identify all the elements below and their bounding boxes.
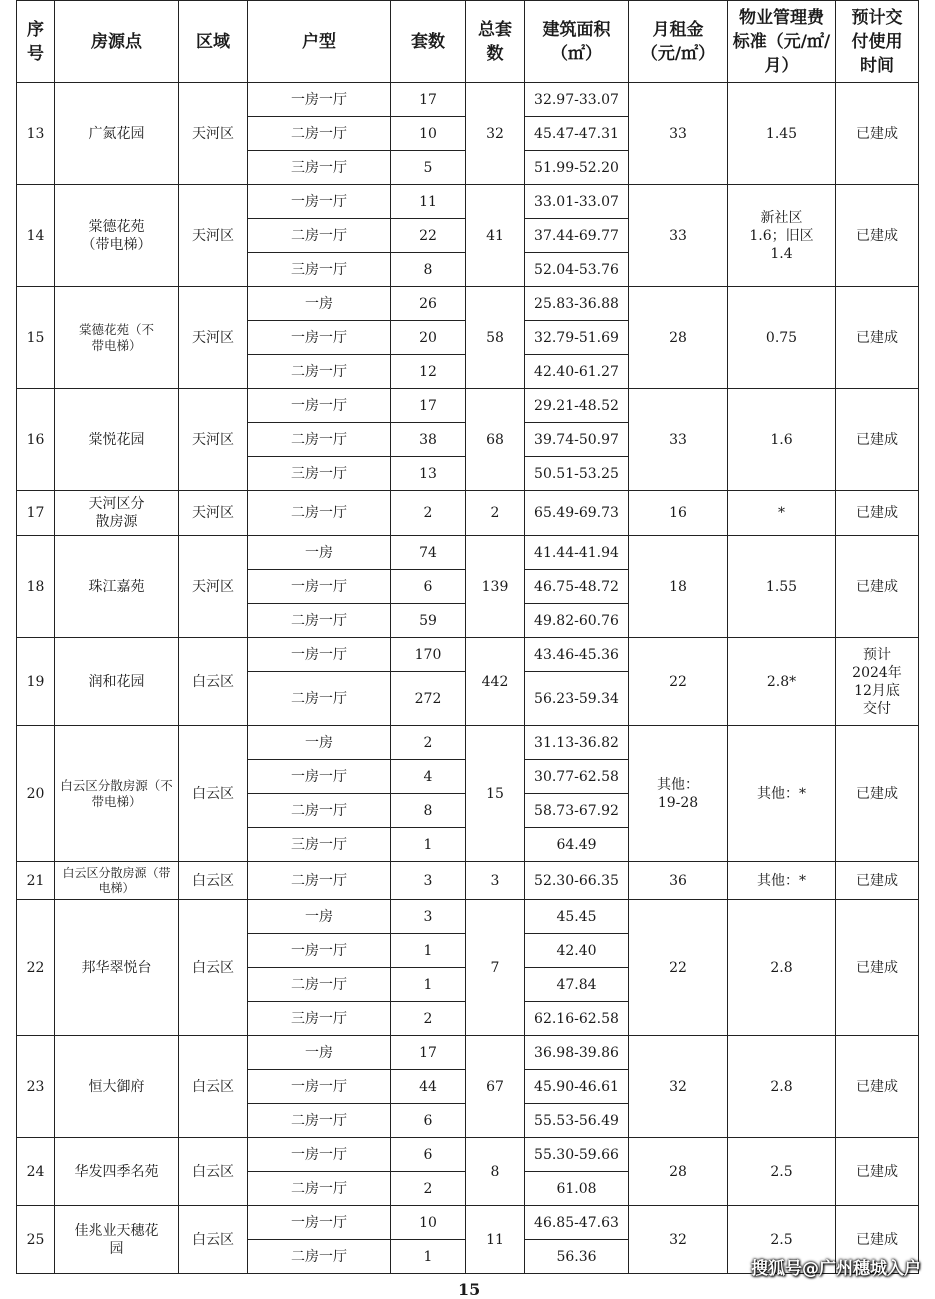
table-row [17, 389, 919, 423]
cell-delivery: 已建成 [836, 1138, 919, 1206]
page-number: 15 [458, 1280, 481, 1299]
header-seq: 序号 [17, 1, 55, 83]
header-delivery: 预计交付使用时间 [836, 1, 919, 83]
cell-fee: 其他：* [728, 862, 836, 900]
cell-seq: 17 [17, 491, 55, 536]
cell-total: 139 [466, 536, 525, 638]
cell-name: 广氮花园 [55, 83, 179, 185]
header-type: 户型 [248, 1, 391, 83]
cell-type: 二房一厅 [248, 355, 391, 389]
cell-type: 二房一厅 [248, 968, 391, 1002]
cell-name: 棠德花苑（带电梯） [55, 185, 179, 287]
cell-count: 17 [391, 83, 466, 117]
table-row [17, 536, 919, 570]
cell-count: 17 [391, 1036, 466, 1070]
cell-area: 56.23-59.34 [525, 672, 629, 726]
cell-area: 32.97-33.07 [525, 83, 629, 117]
cell-fee: 2.5 [728, 1206, 836, 1274]
cell-area: 55.53-56.49 [525, 1104, 629, 1138]
cell-district: 白云区 [179, 1206, 248, 1274]
cell-rent: 28 [629, 1138, 728, 1206]
cell-delivery: 已建成 [836, 185, 919, 287]
table-row [17, 862, 919, 900]
cell-seq: 18 [17, 536, 55, 638]
cell-area: 62.16-62.58 [525, 1002, 629, 1036]
cell-name: 华发四季名苑 [55, 1138, 179, 1206]
header-total: 总套数 [466, 1, 525, 83]
cell-district: 天河区 [179, 491, 248, 536]
cell-count: 59 [391, 604, 466, 638]
cell-area: 31.13-36.82 [525, 726, 629, 760]
table-row [17, 491, 919, 536]
cell-area: 36.98-39.86 [525, 1036, 629, 1070]
cell-type: 一房 [248, 536, 391, 570]
cell-area: 49.82-60.76 [525, 604, 629, 638]
cell-area: 42.40-61.27 [525, 355, 629, 389]
cell-total: 442 [466, 638, 525, 726]
cell-rent: 36 [629, 862, 728, 900]
cell-type: 二房一厅 [248, 423, 391, 457]
cell-count: 272 [391, 672, 466, 726]
cell-seq: 22 [17, 900, 55, 1036]
cell-district: 白云区 [179, 862, 248, 900]
cell-total: 7 [466, 900, 525, 1036]
table-row [17, 1206, 919, 1240]
cell-type: 二房一厅 [248, 1240, 391, 1274]
cell-type: 一房一厅 [248, 760, 391, 794]
cell-count: 4 [391, 760, 466, 794]
cell-district: 天河区 [179, 287, 248, 389]
table-row [17, 1036, 919, 1070]
cell-type: 一房一厅 [248, 570, 391, 604]
table-row [17, 726, 919, 760]
cell-delivery: 已建成 [836, 900, 919, 1036]
cell-district: 白云区 [179, 1138, 248, 1206]
cell-fee: 2.8* [728, 638, 836, 726]
cell-area: 30.77-62.58 [525, 760, 629, 794]
cell-district: 白云区 [179, 1036, 248, 1138]
table-row [17, 900, 919, 934]
cell-count: 6 [391, 570, 466, 604]
cell-fee: 1.55 [728, 536, 836, 638]
cell-seq: 21 [17, 862, 55, 900]
cell-count: 17 [391, 389, 466, 423]
cell-type: 一房 [248, 726, 391, 760]
cell-name: 珠江嘉苑 [55, 536, 179, 638]
cell-rent: 33 [629, 83, 728, 185]
housing-table [16, 0, 919, 1274]
cell-rent: 22 [629, 900, 728, 1036]
cell-type: 三房一厅 [248, 1002, 391, 1036]
table-row [17, 287, 919, 321]
cell-fee: 2.8 [728, 900, 836, 1036]
cell-name: 邦华翠悦台 [55, 900, 179, 1036]
cell-count: 11 [391, 185, 466, 219]
cell-fee: 2.8 [728, 1036, 836, 1138]
cell-fee: 新社区 1.6；旧区 1.4 [728, 185, 836, 287]
cell-area: 56.36 [525, 1240, 629, 1274]
cell-type: 二房一厅 [248, 491, 391, 536]
cell-count: 2 [391, 491, 466, 536]
cell-type: 二房一厅 [248, 794, 391, 828]
cell-type: 一房 [248, 900, 391, 934]
cell-seq: 23 [17, 1036, 55, 1138]
cell-district: 天河区 [179, 536, 248, 638]
cell-district: 白云区 [179, 726, 248, 862]
cell-area: 45.47-47.31 [525, 117, 629, 151]
cell-type: 一房一厅 [248, 1070, 391, 1104]
cell-rent: 18 [629, 536, 728, 638]
cell-total: 67 [466, 1036, 525, 1138]
cell-delivery: 已建成 [836, 1036, 919, 1138]
watermark: 搜狐号@广州穗城入户 [751, 1259, 921, 1279]
cell-area: 43.46-45.36 [525, 638, 629, 672]
cell-area: 25.83-36.88 [525, 287, 629, 321]
cell-count: 2 [391, 726, 466, 760]
cell-type: 二房一厅 [248, 672, 391, 726]
cell-total: 8 [466, 1138, 525, 1206]
cell-count: 1 [391, 968, 466, 1002]
cell-name: 佳兆业天穗花园 [55, 1206, 179, 1274]
cell-area: 41.44-41.94 [525, 536, 629, 570]
cell-rent: 22 [629, 638, 728, 726]
cell-area: 50.51-53.25 [525, 457, 629, 491]
cell-area: 42.40 [525, 934, 629, 968]
cell-name: 棠悦花园 [55, 389, 179, 491]
cell-total: 15 [466, 726, 525, 862]
cell-type: 一房一厅 [248, 83, 391, 117]
cell-delivery: 预计2024年12月底交付 [836, 638, 919, 726]
cell-seq: 19 [17, 638, 55, 726]
cell-count: 2 [391, 1172, 466, 1206]
cell-area: 29.21-48.52 [525, 389, 629, 423]
cell-area: 61.08 [525, 1172, 629, 1206]
cell-delivery: 已建成 [836, 536, 919, 638]
header-name: 房源点 [55, 1, 179, 83]
cell-seq: 16 [17, 389, 55, 491]
cell-area: 55.30-59.66 [525, 1138, 629, 1172]
cell-count: 6 [391, 1104, 466, 1138]
cell-total: 58 [466, 287, 525, 389]
cell-name: 白云区分散房源（不带电梯） [55, 726, 179, 862]
cell-total: 3 [466, 862, 525, 900]
cell-name: 棠德花苑（不带电梯） [55, 287, 179, 389]
cell-seq: 24 [17, 1138, 55, 1206]
cell-district: 天河区 [179, 185, 248, 287]
cell-count: 2 [391, 1002, 466, 1036]
table-row [17, 83, 919, 117]
cell-count: 12 [391, 355, 466, 389]
cell-total: 32 [466, 83, 525, 185]
cell-count: 10 [391, 1206, 466, 1240]
cell-delivery: 已建成 [836, 726, 919, 862]
cell-delivery: 已建成 [836, 83, 919, 185]
cell-area: 51.99-52.20 [525, 151, 629, 185]
cell-type: 一房一厅 [248, 934, 391, 968]
cell-area: 52.04-53.76 [525, 253, 629, 287]
cell-area: 46.75-48.72 [525, 570, 629, 604]
cell-type: 三房一厅 [248, 151, 391, 185]
cell-area: 47.84 [525, 968, 629, 1002]
cell-area: 46.85-47.63 [525, 1206, 629, 1240]
cell-total: 11 [466, 1206, 525, 1274]
cell-count: 26 [391, 287, 466, 321]
cell-area: 45.45 [525, 900, 629, 934]
cell-count: 1 [391, 934, 466, 968]
cell-count: 8 [391, 794, 466, 828]
cell-name: 白云区分散房源（带电梯） [55, 862, 179, 900]
cell-count: 170 [391, 638, 466, 672]
cell-area: 33.01-33.07 [525, 185, 629, 219]
cell-count: 1 [391, 1240, 466, 1274]
cell-district: 天河区 [179, 389, 248, 491]
header-rent: 月租金（元/㎡） [629, 1, 728, 83]
cell-total: 2 [466, 491, 525, 536]
cell-type: 一房一厅 [248, 389, 391, 423]
cell-seq: 15 [17, 287, 55, 389]
cell-type: 二房一厅 [248, 604, 391, 638]
cell-district: 天河区 [179, 83, 248, 185]
cell-rent: 其他：19-28 [629, 726, 728, 862]
cell-delivery: 已建成 [836, 1206, 919, 1274]
cell-type: 一房一厅 [248, 1138, 391, 1172]
cell-count: 5 [391, 151, 466, 185]
cell-area: 32.79-51.69 [525, 321, 629, 355]
cell-rent: 33 [629, 389, 728, 491]
cell-count: 74 [391, 536, 466, 570]
cell-delivery: 已建成 [836, 491, 919, 536]
cell-fee: 1.45 [728, 83, 836, 185]
cell-type: 三房一厅 [248, 457, 391, 491]
cell-fee: 其他：* [728, 726, 836, 862]
cell-count: 6 [391, 1138, 466, 1172]
table-row [17, 638, 919, 672]
cell-area: 64.49 [525, 828, 629, 862]
cell-fee: 1.6 [728, 389, 836, 491]
cell-area: 58.73-67.92 [525, 794, 629, 828]
cell-rent: 32 [629, 1036, 728, 1138]
cell-delivery: 已建成 [836, 862, 919, 900]
cell-rent: 32 [629, 1206, 728, 1274]
cell-name: 恒大御府 [55, 1036, 179, 1138]
cell-rent: 28 [629, 287, 728, 389]
cell-delivery: 已建成 [836, 389, 919, 491]
cell-count: 22 [391, 219, 466, 253]
cell-fee: 2.5 [728, 1138, 836, 1206]
cell-type: 二房一厅 [248, 862, 391, 900]
cell-fee: 0.75 [728, 287, 836, 389]
header-count: 套数 [391, 1, 466, 83]
cell-count: 8 [391, 253, 466, 287]
header-area: 建筑面积（㎡） [525, 1, 629, 83]
cell-rent: 16 [629, 491, 728, 536]
header-fee: 物业管理费标准（元/㎡/月） [728, 1, 836, 83]
header-row [17, 1, 919, 83]
cell-seq: 20 [17, 726, 55, 862]
cell-name: 润和花园 [55, 638, 179, 726]
cell-seq: 13 [17, 83, 55, 185]
cell-type: 一房 [248, 1036, 391, 1070]
cell-type: 三房一厅 [248, 253, 391, 287]
table-row [17, 185, 919, 219]
cell-delivery: 已建成 [836, 287, 919, 389]
cell-fee: * [728, 491, 836, 536]
cell-count: 13 [391, 457, 466, 491]
cell-area: 39.74-50.97 [525, 423, 629, 457]
cell-name: 天河区分散房源 [55, 491, 179, 536]
cell-type: 二房一厅 [248, 117, 391, 151]
cell-seq: 14 [17, 185, 55, 287]
cell-count: 3 [391, 862, 466, 900]
cell-type: 一房一厅 [248, 185, 391, 219]
cell-total: 68 [466, 389, 525, 491]
cell-count: 38 [391, 423, 466, 457]
cell-count: 1 [391, 828, 466, 862]
cell-district: 白云区 [179, 900, 248, 1036]
cell-type: 二房一厅 [248, 1104, 391, 1138]
cell-area: 52.30-66.35 [525, 862, 629, 900]
table-row [17, 1138, 919, 1172]
cell-count: 44 [391, 1070, 466, 1104]
cell-area: 65.49-69.73 [525, 491, 629, 536]
header-district: 区域 [179, 1, 248, 83]
cell-count: 3 [391, 900, 466, 934]
cell-seq: 25 [17, 1206, 55, 1274]
cell-area: 45.90-46.61 [525, 1070, 629, 1104]
cell-total: 41 [466, 185, 525, 287]
cell-area: 37.44-69.77 [525, 219, 629, 253]
cell-type: 一房 [248, 287, 391, 321]
cell-type: 一房一厅 [248, 321, 391, 355]
cell-count: 20 [391, 321, 466, 355]
cell-type: 二房一厅 [248, 1172, 391, 1206]
cell-type: 三房一厅 [248, 828, 391, 862]
cell-type: 二房一厅 [248, 219, 391, 253]
cell-count: 10 [391, 117, 466, 151]
cell-type: 一房一厅 [248, 1206, 391, 1240]
cell-type: 一房一厅 [248, 638, 391, 672]
cell-rent: 33 [629, 185, 728, 287]
cell-district: 白云区 [179, 638, 248, 726]
